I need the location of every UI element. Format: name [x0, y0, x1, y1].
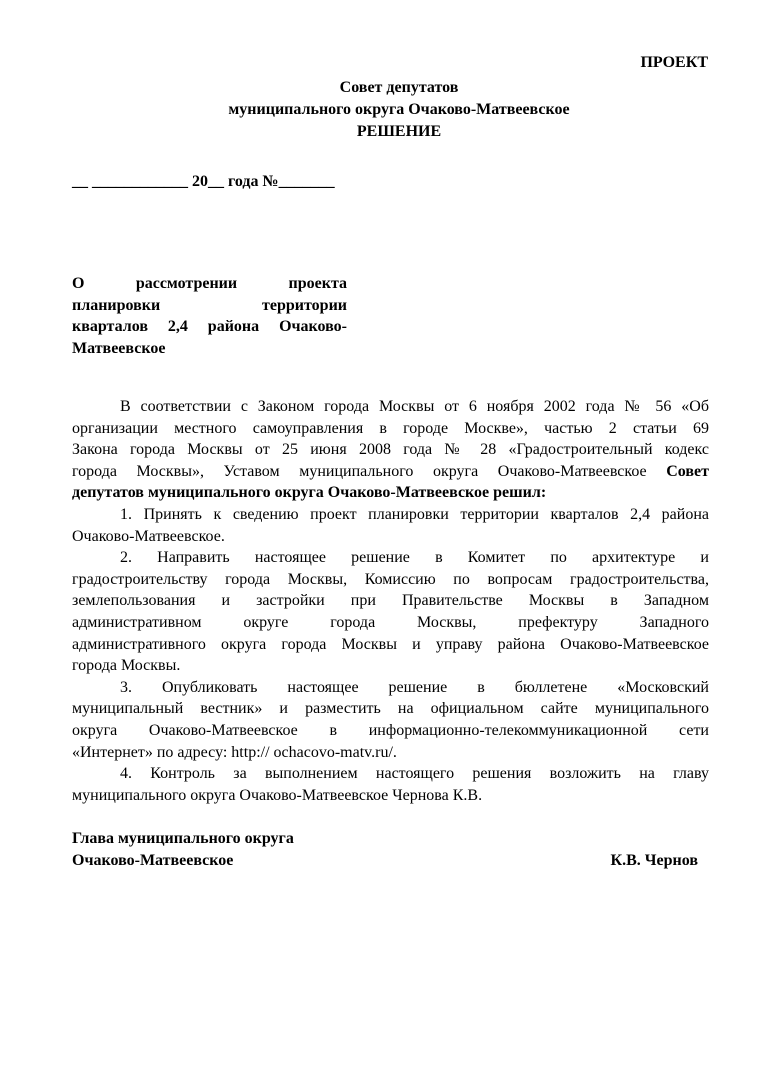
body-line-part: города Москвы», Уставом муниципального округа Очаково-Матвеевское: [72, 462, 647, 480]
body-line: города Москвы.: [72, 657, 181, 675]
body-line: организации местного самоуправления в городе Москве», частью 2 статьи 69: [72, 419, 709, 437]
body-line: «Интернет» по адресу: http:// ochacovo-matv.ru/.: [72, 743, 397, 761]
body-line: В соответствии с Законом города Москвы от 6 ноября 2002 года № 56 «Об: [120, 398, 709, 415]
subject-line: Матвеевское: [72, 339, 166, 357]
body-line: 4. Контроль за выполнением настоящего решения возложить на главу: [120, 765, 709, 783]
body-line: административного округа города Москвы и управу района Очаково-Матвеевское: [72, 635, 709, 653]
body-line: муниципального округа Очаково-Матвеевское Чернова К.В.: [72, 786, 483, 804]
body-line-bold-part: Совет: [666, 462, 710, 480]
body-line: муниципальный вестник» и разместить на официальном сайте муниципального: [72, 700, 709, 718]
date-number-line: __ ____________ 20__ года №_______: [72, 173, 335, 190]
item-1-paragraph: [72, 504, 709, 547]
body-line: 1. Принять к сведению проект планировки территории кварталов 2,4 района: [120, 505, 709, 523]
signatory-title-line: Очаково-Матвеевское: [72, 852, 234, 869]
council-name: Совет депутатов: [339, 79, 459, 96]
body-line: административном округе города Москвы, префектуру Западного: [72, 613, 709, 631]
item-4-paragraph: [72, 763, 709, 806]
body-line: землепользования и застройки при Правительстве Москвы в Западном: [72, 592, 709, 610]
body-line-bold: депутатов муниципального округа Очаково-Матвеевское решил:: [72, 484, 547, 502]
body-line: 2. Направить настоящее решение в Комитет по архитектуре и: [120, 549, 709, 567]
signatory-title-line: Глава муниципального округа: [72, 830, 294, 847]
subject-line: кварталов 2,4 района Очаково-: [72, 318, 347, 335]
decision-subject: [72, 273, 347, 359]
decision-body: [72, 396, 709, 806]
subject-line: О рассмотрении проекта: [72, 275, 347, 292]
signature-block: [72, 828, 698, 872]
item-3-paragraph: [72, 677, 709, 763]
body-line: градостроительству города Москвы, Комиссию по вопросам градостроительства,: [72, 570, 709, 588]
document-type: РЕШЕНИЕ: [356, 123, 442, 140]
body-line: Закона города Москвы от 25 июня 2008 года № 28 «Градостроительный кодекс: [72, 441, 709, 459]
item-2-paragraph: [72, 547, 709, 677]
signature-row: [72, 850, 698, 872]
body-line: Очаково-Матвеевское.: [72, 527, 225, 545]
body-line: [72, 461, 709, 483]
preamble-paragraph: [72, 396, 709, 504]
document-header: [0, 77, 763, 143]
draft-stamp: ПРОЕКТ: [640, 54, 708, 71]
body-line: 3. Опубликовать настоящее решение в бюллетене «Московский: [120, 678, 709, 696]
district-name: муниципального округа Очаково-Матвеевское: [228, 101, 570, 118]
signatory-name: К.В. Чернов: [610, 852, 698, 869]
body-line: округа Очаково-Матвеевское в информационно-телекоммуникационной сети: [72, 721, 709, 739]
subject-line: планировки территории: [72, 296, 347, 314]
